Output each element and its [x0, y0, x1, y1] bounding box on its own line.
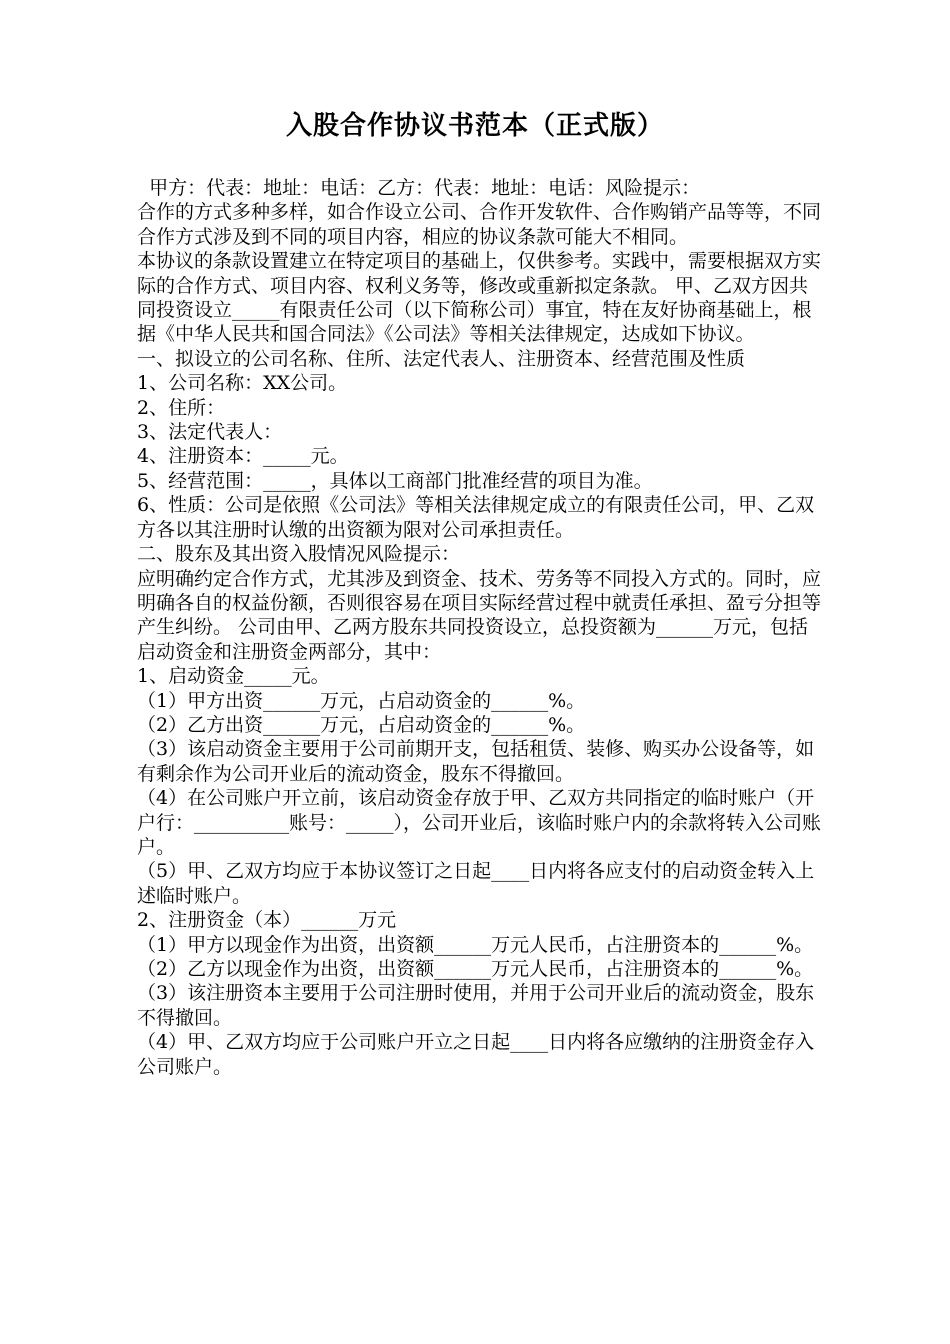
paragraph: 甲方：代表：地址：电话：乙方：代表：地址：电话：风险提示：	[137, 177, 701, 199]
section-heading: 二、股东及其出资入股情况风险提示：	[137, 543, 461, 566]
list-item: 2、住所：	[137, 396, 226, 419]
list-item: （3）该启动资金主要用于公司前期开支，包括租赁、装修、购买办公设备等，如有剩余作为公司开业后的流动资金，股东不得撤回。	[137, 738, 815, 785]
document-title: 入股合作协议书范本（正式版）	[285, 111, 664, 141]
paragraph: 合作的方式多种多样，如合作设立公司、合作开发软件、合作购销产品等等，不同合作方式涉及到不同的项目内容，相应的协议条款可能大不相同。	[137, 201, 822, 248]
list-item: （4）甲、乙双方均应于公司账户开立之日起____日内将各应缴纳的注册资金存入公司账户。	[137, 1031, 815, 1078]
list-item: （1）甲方以现金作为出资，出资额______万元人民币，占注册资本的______%。	[137, 933, 814, 956]
list-item: 4、注册资本：_____元。	[137, 445, 349, 468]
list-item: （3）该注册资本主要用于公司注册时使用，并用于公司开业后的流动资金，股东不得撤回。	[137, 982, 815, 1029]
list-item: 5、经营范围：_____，具体以工商部门批准经营的项目为准。	[137, 469, 653, 492]
document-body	[137, 176, 827, 1079]
list-item: （5）甲、乙双方均应于本协议签订之日起____日内将各应支付的启动资金转入上述临时账户。	[137, 860, 815, 907]
paragraph: 应明确约定合作方式，尤其涉及到资金、技术、劳务等不同投入方式的。同时，应明确各自的权益份额，否则很容易在项目实际经营过程中就责任承担、盈亏分担等产生纠纷。 公司由甲、乙两方股东共同投资设立，总投资额为______万元，包括启动资金和注册资金两部分，其中：	[137, 567, 822, 663]
list-item: 1、公司名称：XX公司。	[137, 372, 348, 395]
list-item: 6、性质：公司是依照《公司法》等相关法律规定成立的有限责任公司，甲、乙双方各以其注册时认缴的出资额为限对公司承担责任。	[137, 494, 815, 541]
paragraph: 本协议的条款设置建立在特定项目的基础上，仅供参考。实践中，需要根据双方实际的合作方式、项目内容、权利义务等，修改或重新拟定条款。 甲、乙双方因共同投资设立_____有限责任公司（以下简称公司）事宜，特在友好协商基础上，根据《中华人民共和国合同法》《公司法》等相关法律规定，达成如下协议。	[137, 250, 822, 346]
list-item: （1）甲方出资______万元，占启动资金的______%。	[137, 689, 586, 712]
section-heading: 一、拟设立的公司名称、住所、法定代表人、注册资本、经营范围及性质	[137, 347, 746, 370]
list-item: （4）在公司账户开立前，该启动资金存放于甲、乙双方共同指定的临时账户（开户行：__________账号：_____），公司开业后，该临时账户内的余款将转入公司账户。	[137, 787, 822, 858]
list-item: （2）乙方以现金作为出资，出资额______万元人民币，占注册资本的______%。	[137, 958, 814, 980]
list-item: 3、法定代表人：	[137, 421, 283, 444]
list-item: 2、注册资金（本）______万元	[137, 909, 397, 932]
list-item: （2）乙方出资______万元，占启动资金的______%。	[137, 713, 586, 736]
list-item: 1、启动资金_____元。	[137, 665, 330, 688]
